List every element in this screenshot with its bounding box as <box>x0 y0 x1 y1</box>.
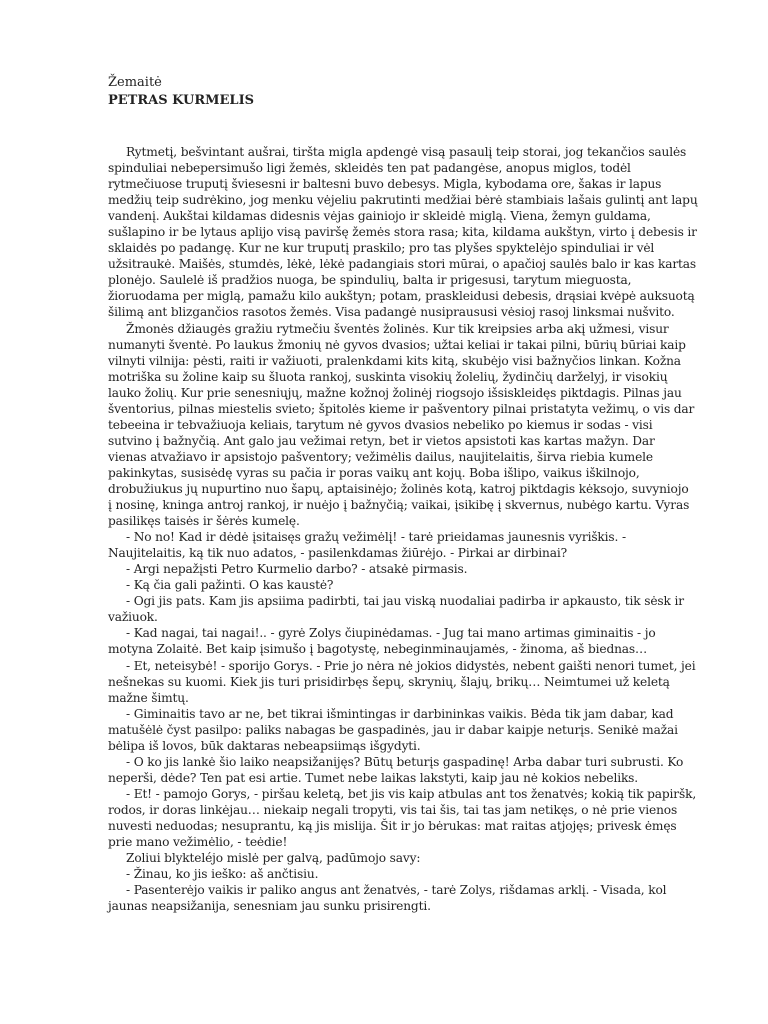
text-line: spinduliai nebepersimušo ligi žemės, skleidės ten pat padangėse, anopus miglos, todėl <box>108 161 631 176</box>
text-line: užsitraukė. Maišės, stumdės, lėkė, lėkė padangiais stori mūrai, o apačioj saulės balo ir kas kartas <box>108 257 697 272</box>
text-line: numanyti šventė. Po laukus žmonių nė gyvos dvasios; užtai keliai ir takai pilni, būrių būriai kaip <box>108 337 686 352</box>
text-line: - Kad nagai, tai nagai!.. - gyrė Zolys čiupinėdamas. - Jug tai mano artimas giminaitis - jo <box>126 626 656 641</box>
text-line: Naujitelaitis, ką tik nuo adatos, - pasilenkdamas žiūrėjo. - Pirkai ar dirbinai? <box>108 546 567 561</box>
text-line: pasilikęs taisės ir šėrės kumelę. <box>108 514 300 529</box>
text-line: - No no! Kad ir dėdė įsitaisęs gražų vežimėlį! - tarė prieidamas jaunesnis vyriškis. - <box>126 530 626 545</box>
text-line: Zoliui blykteléjo mislė per galvą, padūmojo savy: <box>126 851 421 866</box>
text-line: sklaidės po padangę. Kur ne kur truputį praskilo; pro tas plyšes spyktelėjo spinduliai ir vėl <box>108 241 655 256</box>
text-line: motriška su žoline kaip su šluota rankoj, suskinta visokių žolelių, žydinčių darželyj, ir visokių <box>108 369 668 384</box>
text-line: matušėlė čyst pasilpo: paliks nabagas be gaspadinės, jau ir dabar kaipje neturįs. Senikė mažai <box>108 722 678 737</box>
text-line: tebeeina ir tebvažiuoja keliais, tarytum nė gyvos dvasios nebeliko po kiemus ir sodas - visi <box>108 417 653 432</box>
text-line: nešnekas su kuomi. Kiek jis turi prisidirbęs šepų, skrynių, šlajų, brikų… Neimtumei už keletą <box>108 674 670 689</box>
text-line: - Et! - pamojo Gorys, - piršau keletą, bet jis vis kaip atbulas ant tos ženatvės; kokią tik papiršk, <box>126 786 697 801</box>
text-line: žioruodama per miglą, pamažu kilo aukštyn; potam, praskleidusi debesis, drąsiai kvėpė auksuotą <box>108 289 695 304</box>
text-line: į nosinę, kninga antroj rankoj, ir nuėjo į bažnyčią; vaikai, įsikibę į skvernus, nubėgo kartu. Vyras <box>108 498 690 513</box>
text-line: drobužiukus jų nupurtino nuo šapų, aptaisinėjo; žolinės kotą, katrој piktdagis kėksojo, suvyniojo <box>108 481 689 496</box>
author-name: Žemaitė <box>108 75 162 90</box>
text-line: prie mano vežimėlio, - teėdie! <box>108 835 288 850</box>
text-line: bėlipa iš lovos, būk daktaras nebeapsiimąs išgydyti. <box>108 738 421 753</box>
text-line: pakinkytas, susisėdę vyras su pačia ir poras vaikų ant kojų. Boba išlipo, vaikus iškilnojo, <box>108 465 640 480</box>
text-line: lauko žolių. Kur prie senesniųjų, mažne kožnoj žolinėj riogsojo išsiskleidęs piktdagis. Pilnas jau <box>108 385 682 400</box>
text-line: šventorius, pilnas miestelis svieto; špitolės kieme ir pašventory pilnai pristatyta vežimų, o vis dar <box>108 401 695 416</box>
text-line: šilimą ant blizgančios rasotos žemės. Visa padangė nusipraususi vėsioj rasoj linksmai nušvito. <box>108 305 675 320</box>
text-line: motyna Zolaitė. Bet kaip įsimušo į bagotystę, nebeginminaujamės, - žinoma, aš biednas… <box>108 642 648 657</box>
story-title: PETRAS KURMELIS <box>108 93 255 108</box>
text-line: - Ogi jis pats. Kam jis apsiima padirbti, tai jau viską nuodaliai padirba ir apkausto, tik sėsk ir <box>126 594 684 609</box>
text-line: - Giminaitis tavo ar ne, bet tikrai išmintingas ir darbininkas vaikis. Bėda tik jam dabar, kad <box>126 706 674 721</box>
story-body <box>108 144 698 914</box>
text-line: - Argi nepažįsti Petro Kurmelio darbo? - atsakė pirmasis. <box>126 562 468 577</box>
text-line: medžių teip sudrėkino, jog menku vėjeliu pakrutinti medžiai bėrė stambiais lašais gulintį ant lapų <box>108 193 698 208</box>
text-line: vilnyti vilnija: pėsti, raiti ir važiuoti, pralenkdami kits kitą, skubėjo visi bažnyčios linkan. Kožna <box>108 353 681 368</box>
text-line: sutvino į bažnyčią. Ant galo jau vežimai retyn, bet ir vietos apsistoti kas kartas mažyn. Dar <box>108 433 655 448</box>
text-line: - Žinau, ko jis ieško: aš ančtisiu. <box>126 867 319 882</box>
text-line: važiuok. <box>108 610 158 625</box>
text-line: jaunas neapsižanija, senesniam jau sunku prisirengti. <box>108 899 431 914</box>
text-line: rodos, ir doras linkėjau… niekaip negali tropyti, vis tai šis, tai tas jam netikęs, o nė prie vienos <box>108 802 678 817</box>
text-line: plonėjo. Saulelė iš pradžios nuoga, be spindulių, balta ir prigesusi, tarytum mieguosta, <box>108 273 632 288</box>
text-line: sušlapino ir be lytaus aplijo visą paviršę žemės stora rasa; kita, kildama aukštyn, virto į debesis ir <box>108 225 697 240</box>
text-line: - O ko jis lankė šio laiko neapsižanijęs? Būtų beturįs gaspadinę! Arba dabar turi subrusti. Ko <box>126 754 684 769</box>
text-line: vandenį. Aukštai kildamas didesnis vėjas gainiojo ir skleidė miglą. Viena, žemyn guldama, <box>108 209 651 224</box>
text-line: Žmonės džiaugės gražiu rytmečiu šventės žolinės. Kur tik kreipsies arba akį užmesi, visur <box>126 321 669 336</box>
text-line: - Et, neteisybė! - sporijo Gorys. - Prie jo nėra nė jokios didystės, nebent gaišti nenori tumet, jei <box>126 658 696 673</box>
text-line: vienas atvažiavo ir apsistojo pašventory; vežimėlis dailus, naujitelaitis, širva riebia kumele <box>108 449 653 464</box>
text-line: - Ką čia gali pažinti. O kas kaustė? <box>126 578 334 593</box>
text-line: rytmečiuose truputį šviesesni ir baltesni buvo debesys. Migla, kybodama ore, šakas ir lapus <box>108 177 662 192</box>
text-line: nuvesti neduodas; nesuprantu, ką jis mislija. Šit ir jo bėrukas: mat raitas atjojęs; privesk ėmęs <box>108 818 677 833</box>
text-line: neperši, dėde? Ten pat esi artie. Tumet nebe laikas lakstyti, kaip jau nė kokios nebeliks. <box>108 770 639 785</box>
text-line: Rytmetį, bešvintant aušrai, tiršta migla apdengė visą pasaulį teip storai, jog tekančios saulės <box>126 145 687 159</box>
text-line: - Pasenterėjo vaikis ir paliko angus ant ženatvės, - tarė Zolys, rišdamas arklį. - Visada, kol <box>126 883 667 898</box>
text-line: mažne šimtų. <box>108 690 189 705</box>
